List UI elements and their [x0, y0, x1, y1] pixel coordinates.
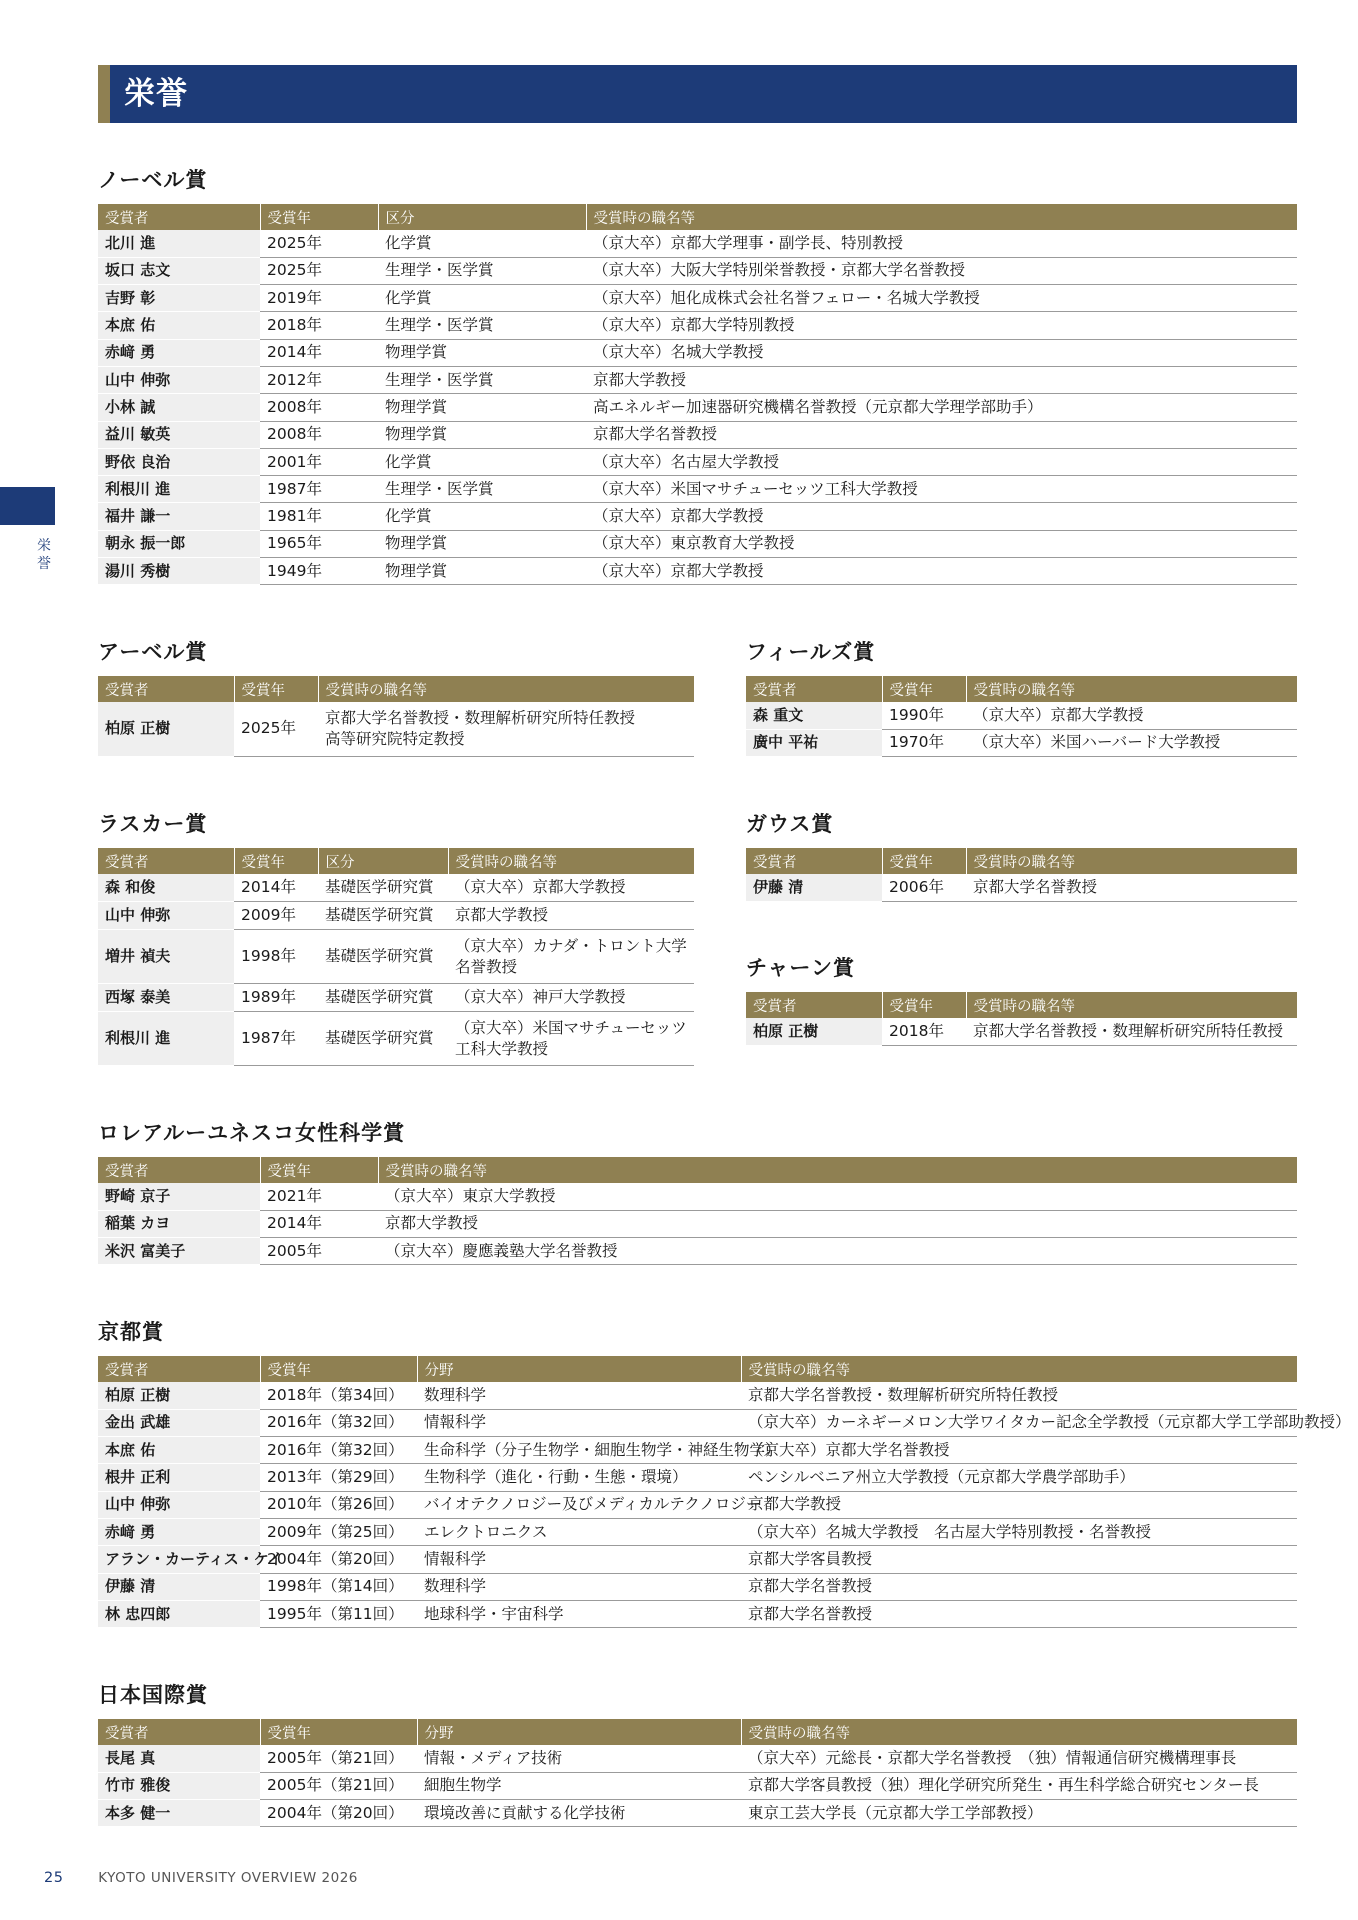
- category-cell: 細胞生物学: [417, 1772, 741, 1799]
- category-cell: 情報・メディア技術: [417, 1745, 741, 1772]
- year-cell: 2006年: [882, 874, 966, 901]
- fields-section: [746, 638, 1297, 757]
- recipient-cell: 林 忠四郎: [98, 1600, 260, 1627]
- position-cell: 京都大学客員教授: [741, 1546, 1297, 1573]
- position-cell: （京大卒）京都大学教授: [586, 503, 1297, 530]
- year-cell: 2014年: [260, 1210, 378, 1237]
- year-cell: 1981年: [260, 503, 378, 530]
- table-row: [98, 1210, 1297, 1237]
- table-row: [98, 1573, 1297, 1600]
- category-cell: 化学賞: [378, 448, 586, 475]
- column-header: 受賞時の職名等: [966, 992, 1297, 1018]
- position-cell: [448, 1012, 694, 1066]
- recipient-cell: 本庶 佑: [98, 1437, 260, 1464]
- column-header: 受賞年: [260, 1356, 417, 1382]
- recipient-cell: 山中 伸弥: [98, 1491, 260, 1518]
- category-cell: 数理科学: [417, 1382, 741, 1409]
- category-cell: 物理学賞: [378, 558, 586, 585]
- category-cell: 環境改善に貢献する化学技術: [417, 1800, 741, 1827]
- column-header: 受賞時の職名等: [378, 1157, 1297, 1183]
- table-row: [98, 312, 1297, 339]
- year-cell: 2014年: [234, 874, 318, 902]
- year-cell: 2016年（第32回）: [260, 1409, 417, 1436]
- table-row: [98, 257, 1297, 284]
- year-cell: 2016年（第32回）: [260, 1437, 417, 1464]
- year-cell: 1987年: [234, 1012, 318, 1066]
- year-cell: 2004年（第20回）: [260, 1800, 417, 1827]
- recipient-cell: 米沢 富美子: [98, 1238, 260, 1265]
- position-cell: 京都大学教授: [741, 1491, 1297, 1518]
- column-header: 受賞者: [98, 848, 234, 874]
- table-row: [98, 1546, 1297, 1573]
- recipient-cell: 利根川 進: [98, 476, 260, 503]
- table-row: [98, 702, 694, 756]
- year-cell: 2018年: [882, 1018, 966, 1045]
- position-cell: （京大卒）京都大学理事・副学長、特別教授: [586, 230, 1297, 257]
- table-row: [98, 874, 694, 902]
- position-cell: ペンシルベニア州立大学教授（元京都大学農学部助手）: [741, 1464, 1297, 1491]
- position-cell: （京大卒）京都大学特別教授: [586, 312, 1297, 339]
- table-header-row: [98, 1157, 1297, 1183]
- year-cell: 1965年: [260, 530, 378, 557]
- category-cell: 物理学賞: [378, 530, 586, 557]
- recipient-cell: 根井 正利: [98, 1464, 260, 1491]
- section-title: ガウス賞: [746, 812, 834, 836]
- position-cell: 京都大学名誉教授: [586, 421, 1297, 448]
- position-cell: [448, 902, 694, 930]
- recipient-cell: 長尾 真: [98, 1745, 260, 1772]
- column-header: 受賞時の職名等: [586, 204, 1297, 230]
- position-cell: （京大卒）東京大学教授: [378, 1183, 1297, 1210]
- column-header: 分野: [417, 1356, 741, 1382]
- table-header-row: [98, 204, 1297, 230]
- category-cell: 生理学・医学賞: [378, 312, 586, 339]
- position-cell: （京大卒）京都大学教授: [966, 702, 1297, 729]
- position-line: （京大卒）京都大学教授: [455, 878, 626, 896]
- position-line: 京都大学教授: [455, 906, 549, 924]
- year-cell: 2018年: [260, 312, 378, 339]
- table-row: [98, 530, 1297, 557]
- position-cell: 京都大学名誉教授: [966, 874, 1297, 901]
- recipient-cell: 湯川 秀樹: [98, 558, 260, 585]
- table-header-row: [746, 992, 1297, 1018]
- category-cell: 物理学賞: [378, 339, 586, 366]
- category-cell: 生理学・医学賞: [378, 366, 586, 393]
- position-cell: [448, 930, 694, 984]
- position-cell: [448, 874, 694, 902]
- table-row: [98, 1464, 1297, 1491]
- position-line: 京都大学名誉教授・数理解析研究所特任教授: [325, 708, 636, 727]
- position-cell: （京大卒）米国マサチューセッツ工科大学教授: [586, 476, 1297, 503]
- position-cell: 東京工芸大学長（元京都大学工学部教授）: [741, 1800, 1297, 1827]
- page-footer: [44, 1870, 358, 1886]
- category-cell: 基礎医学研究賞: [318, 874, 448, 902]
- position-cell: （京大卒）京都大学教授: [586, 558, 1297, 585]
- recipient-cell: 赤﨑 勇: [98, 339, 260, 366]
- table-row: [98, 1800, 1297, 1827]
- table-row: [98, 930, 694, 984]
- table-row: [98, 1772, 1297, 1799]
- category-cell: 化学賞: [378, 230, 586, 257]
- table-row: [98, 902, 694, 930]
- year-cell: 1989年: [234, 984, 318, 1012]
- column-header: 受賞時の職名等: [741, 1356, 1297, 1382]
- recipient-cell: 竹市 雅俊: [98, 1772, 260, 1799]
- side-label: 栄誉: [37, 538, 51, 572]
- position-cell: 京都大学教授: [586, 366, 1297, 393]
- position-cell: 高エネルギー加速器研究機構名誉教授（元京都大学理学部助手）: [586, 394, 1297, 421]
- year-cell: 2005年（第21回）: [260, 1745, 417, 1772]
- year-cell: 2005年: [260, 1238, 378, 1265]
- fields-table: [746, 676, 1297, 757]
- side-tab-marker: [0, 487, 55, 525]
- position-cell: 京都大学客員教授（独）理化学研究所発生・再生科学総合研究センター長: [741, 1772, 1297, 1799]
- year-cell: 2001年: [260, 448, 378, 475]
- kyoto-section: [98, 1318, 1351, 1628]
- footer-text: KYOTO UNIVERSITY OVERVIEW 2026: [98, 1870, 358, 1886]
- gauss-section: [746, 810, 1297, 902]
- nobel-table: [98, 204, 1297, 585]
- position-cell: （京大卒）元総長・京都大学名誉教授 （独）情報通信研究機構理事長: [741, 1745, 1297, 1772]
- loreal-table: [98, 1157, 1297, 1265]
- section-title: ラスカー賞: [98, 812, 208, 836]
- position-cell: 京都大学教授: [378, 1210, 1297, 1237]
- position-line: （京大卒）カナダ・トロント大学: [455, 936, 687, 955]
- year-cell: 1970年: [882, 729, 966, 756]
- recipient-cell: 森 和俊: [98, 874, 234, 902]
- position-cell: 京都大学名誉教授: [741, 1600, 1297, 1627]
- column-header: 受賞年: [260, 1719, 417, 1745]
- recipient-cell: アラン・カーティス・ケイ: [98, 1546, 260, 1573]
- recipient-cell: 福井 謙一: [98, 503, 260, 530]
- category-cell: 化学賞: [378, 503, 586, 530]
- category-cell: 生理学・医学賞: [378, 257, 586, 284]
- column-header: 受賞者: [98, 204, 260, 230]
- year-cell: 1990年: [882, 702, 966, 729]
- japan-section: [98, 1681, 1297, 1827]
- table-row: [98, 1382, 1297, 1409]
- position-line: （京大卒）米国マサチューセッツ: [455, 1018, 687, 1037]
- category-cell: 基礎医学研究賞: [318, 1012, 448, 1066]
- recipient-cell: 朝永 振一郎: [98, 530, 260, 557]
- table-header-row: [98, 1356, 1297, 1382]
- recipient-cell: 廣中 平祐: [746, 729, 882, 756]
- position-cell: 京都大学名誉教授・数理解析研究所特任教授: [966, 1018, 1297, 1045]
- column-header: 受賞者: [98, 1356, 260, 1382]
- section-title: ノーベル賞: [98, 168, 208, 192]
- category-cell: 生理学・医学賞: [378, 476, 586, 503]
- position-cell: 京都大学名誉教授・数理解析研究所特任教授: [741, 1382, 1297, 1409]
- recipient-cell: 柏原 正樹: [98, 702, 234, 756]
- recipient-cell: 稲葉 カヨ: [98, 1210, 260, 1237]
- table-row: [98, 448, 1297, 475]
- loreal-section: [98, 1119, 1297, 1265]
- year-cell: 2009年（第25回）: [260, 1518, 417, 1545]
- recipient-cell: 山中 伸弥: [98, 902, 234, 930]
- column-header: 受賞年: [260, 1157, 378, 1183]
- table-row: [98, 285, 1297, 312]
- year-cell: 1995年（第11回）: [260, 1600, 417, 1627]
- table-row: [746, 729, 1297, 756]
- recipient-cell: 野依 良治: [98, 448, 260, 475]
- table-row: [98, 984, 694, 1012]
- recipient-cell: 小林 誠: [98, 394, 260, 421]
- recipient-cell: 柏原 正樹: [98, 1382, 260, 1409]
- table-row: [98, 1238, 1297, 1265]
- position-cell: （京大卒）旭化成株式会社名誉フェロー・名城大学教授: [586, 285, 1297, 312]
- recipient-cell: 赤﨑 勇: [98, 1518, 260, 1545]
- table-header-row: [746, 676, 1297, 702]
- column-header: 受賞年: [260, 204, 378, 230]
- position-cell: 京都大学名誉教授: [741, 1573, 1297, 1600]
- year-cell: 1998年（第14回）: [260, 1573, 417, 1600]
- recipient-cell: 本多 健一: [98, 1800, 260, 1827]
- position-cell: [448, 984, 694, 1012]
- column-header: 分野: [417, 1719, 741, 1745]
- section-title: アーベル賞: [98, 640, 208, 664]
- table-row: [98, 366, 1297, 393]
- column-header: 受賞年: [234, 676, 318, 702]
- column-header: 受賞者: [98, 676, 234, 702]
- column-header: 受賞年: [882, 992, 966, 1018]
- table-header-row: [98, 848, 694, 874]
- position-line: 高等研究院特定教授: [325, 729, 465, 748]
- page-header: [98, 65, 1297, 123]
- column-header: 受賞時の職名等: [741, 1719, 1297, 1745]
- table-header-row: [98, 676, 694, 702]
- category-cell: 物理学賞: [378, 394, 586, 421]
- column-header: 受賞時の職名等: [448, 848, 694, 874]
- column-header: 受賞時の職名等: [966, 848, 1297, 874]
- category-cell: 数理科学: [417, 1573, 741, 1600]
- page-number: 25: [44, 1870, 64, 1886]
- table-row: [98, 1409, 1297, 1436]
- year-cell: 2004年（第20回）: [260, 1546, 417, 1573]
- recipient-cell: 伊藤 清: [746, 874, 882, 901]
- section-title: チャーン賞: [746, 956, 855, 980]
- recipient-cell: 金出 武雄: [98, 1409, 260, 1436]
- position-line: 名誉教授: [455, 957, 518, 976]
- year-cell: 2013年（第29回）: [260, 1464, 417, 1491]
- year-cell: 1949年: [260, 558, 378, 585]
- table-header-row: [746, 848, 1297, 874]
- year-cell: 2025年: [260, 257, 378, 284]
- table-row: [98, 421, 1297, 448]
- position-cell: （京大卒）大阪大学特別栄誉教授・京都大学名誉教授: [586, 257, 1297, 284]
- column-header: 受賞者: [746, 676, 882, 702]
- category-cell: 生命科学（分子生物学・細胞生物学・神経生物学）: [417, 1437, 741, 1464]
- category-cell: 生物科学（進化・行動・生態・環境）: [417, 1464, 741, 1491]
- table-row: [98, 1183, 1297, 1210]
- position-cell: （京大卒）京都大学名誉教授: [741, 1437, 1297, 1464]
- recipient-cell: 増井 禎夫: [98, 930, 234, 984]
- year-cell: 1998年: [234, 930, 318, 984]
- position-cell: （京大卒）東京教育大学教授: [586, 530, 1297, 557]
- year-cell: 2005年（第21回）: [260, 1772, 417, 1799]
- table-row: [746, 1018, 1297, 1045]
- table-row: [98, 1012, 694, 1066]
- column-header: 区分: [318, 848, 448, 874]
- column-header: 受賞者: [98, 1157, 260, 1183]
- table-row: [98, 476, 1297, 503]
- category-cell: エレクトロニクス: [417, 1518, 741, 1545]
- position-cell: [318, 702, 694, 756]
- position-line: 工科大学教授: [455, 1039, 549, 1058]
- recipient-cell: 本庶 佑: [98, 312, 260, 339]
- nobel-section: [98, 166, 1297, 585]
- table-row: [746, 702, 1297, 729]
- column-header: 受賞者: [98, 1719, 260, 1745]
- gauss-table: [746, 848, 1297, 902]
- abel-section: [98, 638, 694, 757]
- position-cell: （京大卒）慶應義塾大学名誉教授: [378, 1238, 1297, 1265]
- position-cell: （京大卒）名城大学教授 名古屋大学特別教授・名誉教授: [741, 1518, 1297, 1545]
- category-cell: 情報科学: [417, 1409, 741, 1436]
- section-title: フィールズ賞: [746, 640, 876, 664]
- lasker-table: [98, 848, 694, 1066]
- year-cell: 2025年: [234, 702, 318, 756]
- table-row: [98, 503, 1297, 530]
- position-cell: （京大卒）名古屋大学教授: [586, 448, 1297, 475]
- japan-table: [98, 1719, 1297, 1827]
- position-cell: （京大卒）名城大学教授: [586, 339, 1297, 366]
- recipient-cell: 吉野 彰: [98, 285, 260, 312]
- chern-section: [746, 954, 1297, 1046]
- table-row: [98, 1600, 1297, 1627]
- recipient-cell: 森 重文: [746, 702, 882, 729]
- column-header: 受賞時の職名等: [966, 676, 1297, 702]
- column-header: 区分: [378, 204, 586, 230]
- year-cell: 2019年: [260, 285, 378, 312]
- recipient-cell: 利根川 進: [98, 1012, 234, 1066]
- column-header: 受賞者: [746, 992, 882, 1018]
- year-cell: 2021年: [260, 1183, 378, 1210]
- page-title: 栄誉: [124, 76, 188, 112]
- column-header: 受賞年: [234, 848, 318, 874]
- category-cell: 物理学賞: [378, 421, 586, 448]
- table-header-row: [98, 1719, 1297, 1745]
- table-row: [98, 339, 1297, 366]
- year-cell: 2014年: [260, 339, 378, 366]
- year-cell: 2008年: [260, 394, 378, 421]
- year-cell: 1987年: [260, 476, 378, 503]
- recipient-cell: 野崎 京子: [98, 1183, 260, 1210]
- section-title: ロレアルーユネスコ女性科学賞: [98, 1121, 406, 1145]
- table-row: [98, 558, 1297, 585]
- category-cell: 基礎医学研究賞: [318, 930, 448, 984]
- year-cell: 2010年（第26回）: [260, 1491, 417, 1518]
- year-cell: 2018年（第34回）: [260, 1382, 417, 1409]
- table-row: [98, 1745, 1297, 1772]
- table-row: [746, 874, 1297, 901]
- column-header: 受賞時の職名等: [318, 676, 694, 702]
- category-cell: 基礎医学研究賞: [318, 902, 448, 930]
- table-row: [98, 1518, 1297, 1545]
- recipient-cell: 北川 進: [98, 230, 260, 257]
- year-cell: 2008年: [260, 421, 378, 448]
- year-cell: 2025年: [260, 230, 378, 257]
- recipient-cell: 山中 伸弥: [98, 366, 260, 393]
- section-title: 京都賞: [98, 1320, 164, 1344]
- section-title: 日本国際賞: [98, 1683, 208, 1707]
- table-row: [98, 1491, 1297, 1518]
- recipient-cell: 坂口 志文: [98, 257, 260, 284]
- table-row: [98, 1437, 1297, 1464]
- table-row: [98, 230, 1297, 257]
- position-line: （京大卒）神戸大学教授: [455, 988, 626, 1006]
- category-cell: バイオテクノロジー及びメディカルテクノロジー: [417, 1491, 741, 1518]
- recipient-cell: 柏原 正樹: [746, 1018, 882, 1045]
- column-header: 受賞年: [882, 676, 966, 702]
- chern-table: [746, 992, 1297, 1046]
- category-cell: 情報科学: [417, 1546, 741, 1573]
- column-header: 受賞年: [882, 848, 966, 874]
- recipient-cell: 西塚 泰美: [98, 984, 234, 1012]
- recipient-cell: 伊藤 清: [98, 1573, 260, 1600]
- position-cell: （京大卒）カーネギーメロン大学ワイタカー記念全学教授（元京都大学工学部助教授）: [741, 1409, 1297, 1436]
- table-row: [98, 394, 1297, 421]
- year-cell: 2009年: [234, 902, 318, 930]
- recipient-cell: 益川 敏英: [98, 421, 260, 448]
- category-cell: 基礎医学研究賞: [318, 984, 448, 1012]
- lasker-section: [98, 810, 694, 1066]
- year-cell: 2012年: [260, 366, 378, 393]
- position-cell: （京大卒）米国ハーバード大学教授: [966, 729, 1297, 756]
- column-header: 受賞者: [746, 848, 882, 874]
- category-cell: 化学賞: [378, 285, 586, 312]
- kyoto-table: [98, 1356, 1351, 1628]
- abel-table: [98, 676, 694, 757]
- category-cell: 地球科学・宇宙科学: [417, 1600, 741, 1627]
